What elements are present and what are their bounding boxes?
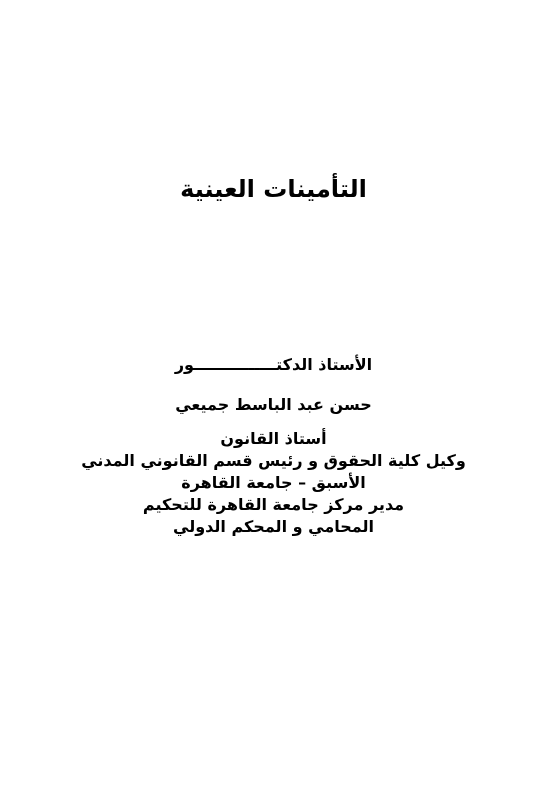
author-name: حسن عبد الباسط جميعي [175, 395, 372, 414]
document-title: التأمينات العينية [180, 175, 367, 203]
spacer [0, 418, 547, 428]
author-academic-title: الأستاذ الدكتـــــــــــــــور [174, 355, 373, 374]
author-position-3: الأسبق – جامعة القاهرة [181, 473, 366, 492]
author-position-5: المحامي و المحكم الدولي [173, 517, 374, 536]
author-position-2: وكيل كلية الحقوق و رئيس قسم القانوني المدني [81, 451, 466, 470]
author-position-4: مدير مركز جامعة القاهرة للتحكيم [142, 495, 405, 514]
spacer [0, 378, 547, 392]
author-position-1: أستاذ القانون [220, 429, 327, 448]
author-block [0, 352, 547, 538]
